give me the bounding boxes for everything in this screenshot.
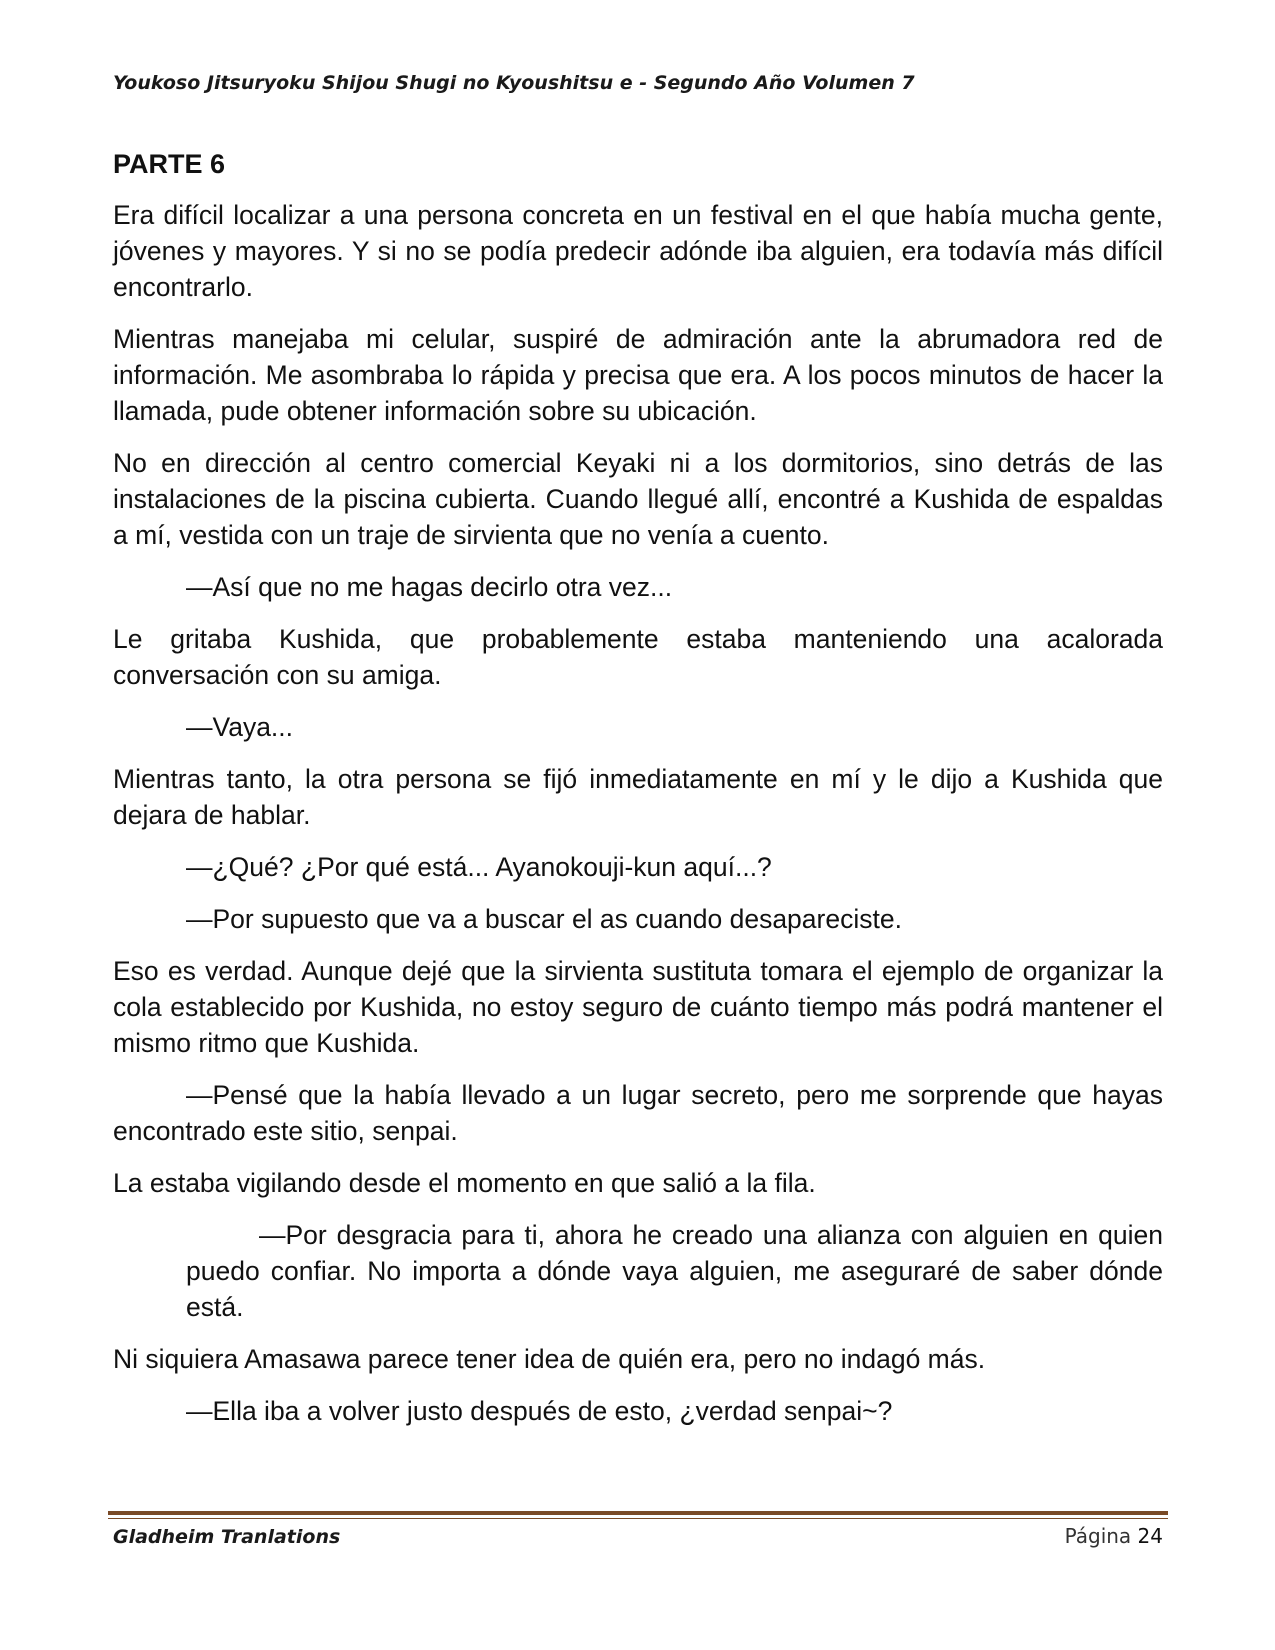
footer-divider (108, 1511, 1168, 1519)
page-number (1065, 1524, 1163, 1548)
dialogue-line: —Por supuesto que va a buscar el as cuando desapareciste. (186, 904, 902, 934)
paragraph: Era difícil localizar a una persona concreta en un festival en el que había mucha gente, jóvenes y mayores. Y si no se podía predecir adónde iba alguien, era todavía más difícil encontrarlo. (113, 200, 1163, 302)
paragraph: Le gritaba Kushida, que probablemente estaba manteniendo una acalorada conversación con su amiga. (113, 624, 1163, 690)
footer-divider-thick (108, 1511, 1168, 1515)
page-number-value: 24 (1137, 1524, 1163, 1548)
dialogue-line: —Así que no me hagas decirlo otra vez... (186, 572, 673, 602)
footer-divider-thin (108, 1518, 1168, 1519)
running-header: Youkoso Jitsuryoku Shijou Shugi no Kyoushitsu e - Segundo Año Volumen 7 (113, 72, 915, 94)
page-content (113, 146, 1163, 1445)
paragraph: Eso es verdad. Aunque dejé que la sirvienta sustituta tomara el ejemplo de organizar la cola establecido por Kushida, no estoy seguro de cuánto tiempo más podrá mantener el mismo ritmo que Kushida. (113, 956, 1163, 1058)
paragraph: No en dirección al centro comercial Keyaki ni a los dormitorios, sino detrás de las instalaciones de la piscina cubierta. Cuando llegué allí, encontré a Kushida de espaldas a mí, vestida con un traje de sirvienta que no venía a cuento. (113, 448, 1163, 550)
dialogue-line: —Ella iba a volver justo después de esto, ¿verdad senpai~? (186, 1396, 893, 1426)
dialogue-line: —Pensé que la había llevado a un lugar secreto, pero me sorprende que hayas encontrado este sitio, senpai. (113, 1080, 1163, 1146)
dialogue-line: —¿Qué? ¿Por qué está... Ayanokouji-kun aquí...? (186, 852, 772, 882)
paragraph: Ni siquiera Amasawa parece tener idea de quién era, pero no indagó más. (113, 1344, 986, 1374)
paragraph: Mientras manejaba mi celular, suspiré de admiración ante la abrumadora red de información. Me asombraba lo rápida y precisa que era. A los pocos minutos de hacer la llamada, pude obtener información sobre su ubicación. (113, 324, 1163, 426)
page-label: Página (1064, 1524, 1132, 1548)
dialogue-line: —Vaya... (186, 712, 294, 742)
section-title: PARTE 6 (113, 149, 226, 179)
paragraph: Mientras tanto, la otra persona se fijó inmediatamente en mí y le dijo a Kushida que dejara de hablar. (113, 764, 1163, 830)
footer-credit: Gladheim Tranlations (113, 1526, 341, 1548)
indented-dialogue: —Por desgracia para ti, ahora he creado una alianza con alguien en quien puedo confiar. No importa a dónde vaya alguien, me aseguraré de saber dónde está. (186, 1220, 1163, 1322)
paragraph: La estaba vigilando desde el momento en que salió a la fila. (113, 1168, 816, 1198)
